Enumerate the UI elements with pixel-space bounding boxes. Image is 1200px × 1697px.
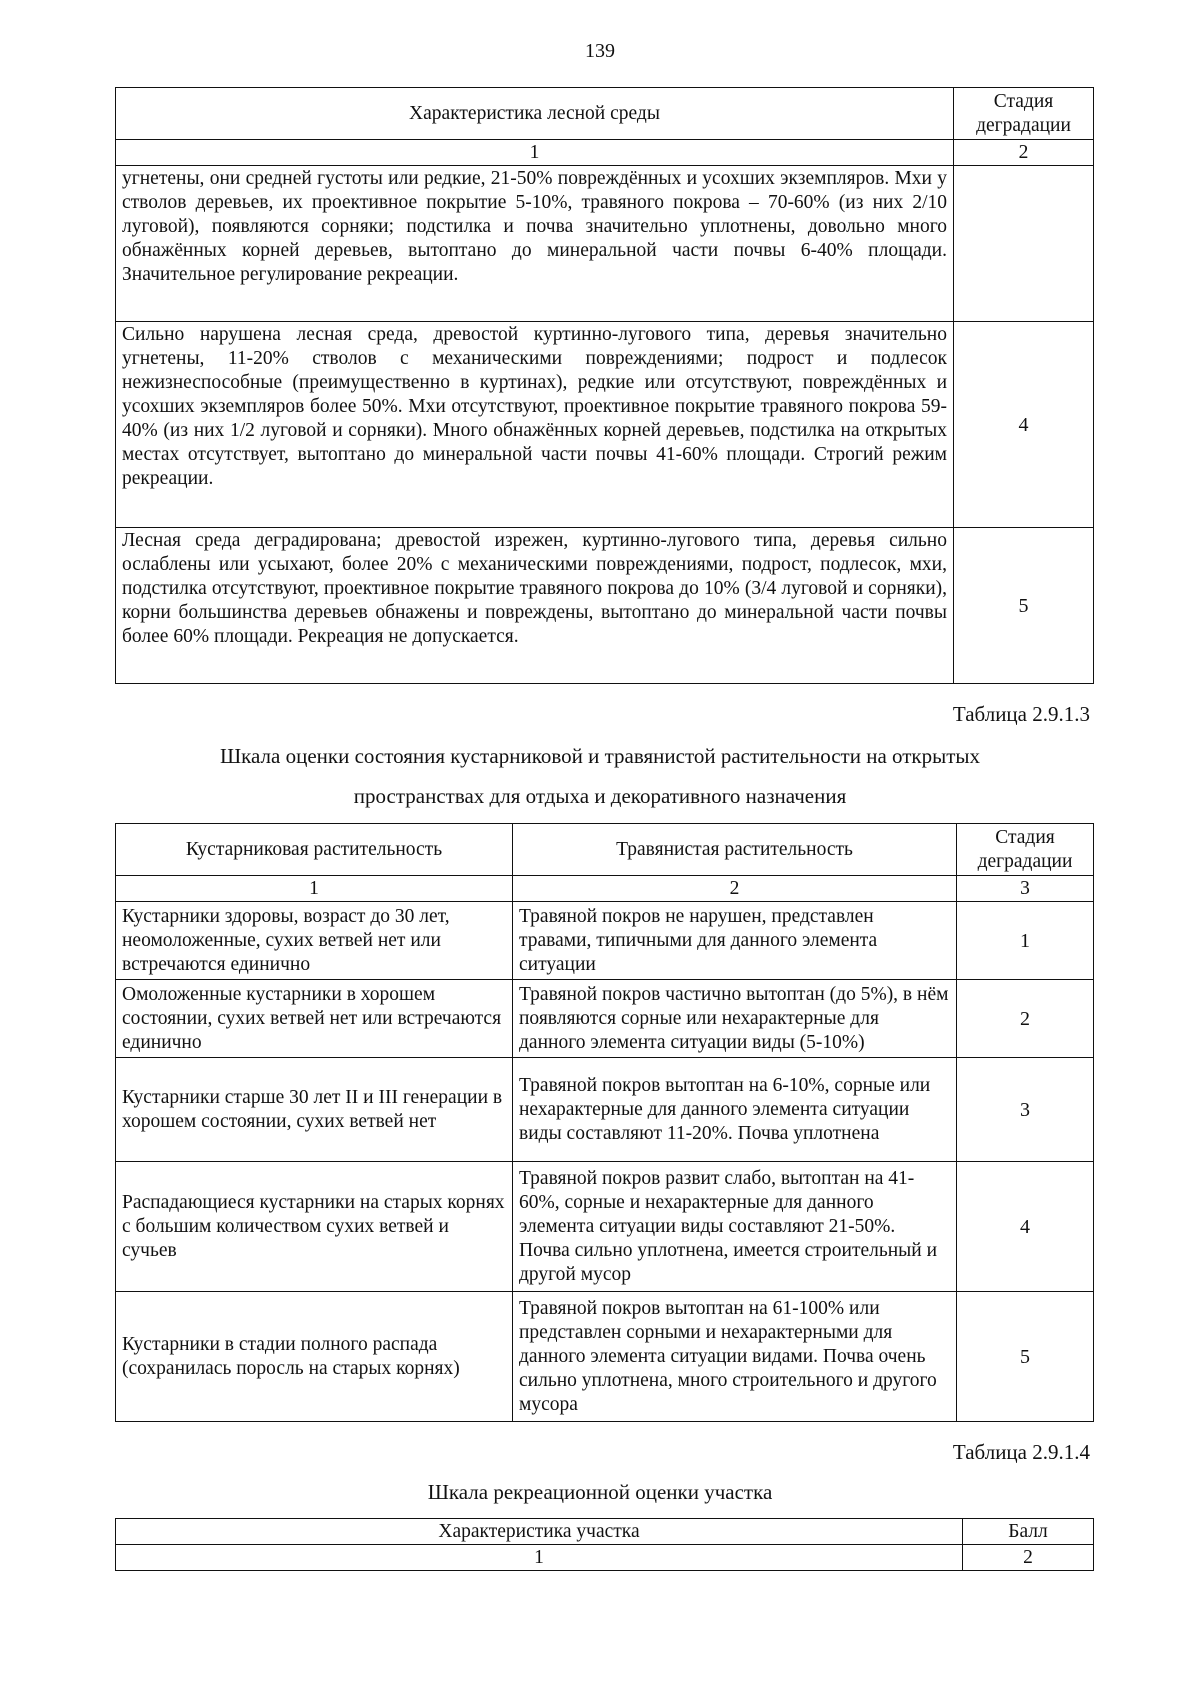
column-number: 2	[954, 140, 1094, 166]
column-number-row	[116, 1545, 1094, 1571]
grass-cell: Травяной покров не нарушен, представлен травами, типичными для данного элемента ситуации	[513, 902, 957, 980]
recreation-score-table	[115, 1518, 1094, 1571]
vegetation-scale-table	[115, 823, 1094, 1422]
degradation-stage-cell: 3	[957, 1058, 1094, 1162]
table-row	[116, 980, 1094, 1058]
table-row	[116, 1292, 1094, 1422]
table-row	[116, 1162, 1094, 1292]
table-row	[116, 1058, 1094, 1162]
grass-cell: Травяной покров вытоптан на 6-10%, сорные или нехарактерные для данного элемента ситуации виды составляют 11-20%. Почва уплотнена	[513, 1058, 957, 1162]
forest-characteristic-cell: угнетены, они средней густоты или редкие, 21-50% повреждённых и усохших экземпляров. Мхи у стволов деревьев, их проективное покрытие 5-10%, травяного покрова – 70-60% (из них 2/10 луговой), появляются сорняки; подстилка и почва значительно уплотнены, довольно много обнажённых корней деревьев, вытоптано до минеральной части почвы 6-40% площади. Значительное регулирование рекреации.	[116, 166, 954, 322]
column-number: 1	[116, 140, 954, 166]
table-label: Таблица 2.9.1.3	[952, 702, 1090, 726]
table-title-line: Шкала оценки состояния кустарниковой и травянистой растительности на открытых	[219, 744, 981, 768]
header-score: Балл	[963, 1519, 1094, 1545]
header-degradation-stage: Стадия деградации	[954, 88, 1094, 140]
header-shrub-vegetation: Кустарниковая растительность	[116, 824, 513, 876]
table-header-row	[116, 824, 1094, 876]
table-title-line: пространствах для отдыха и декоративного назначения	[353, 784, 847, 808]
table-row	[116, 322, 1094, 528]
column-number-row	[116, 140, 1094, 166]
column-number-row	[116, 876, 1094, 902]
header-site-characteristics: Характеристика участка	[116, 1519, 963, 1545]
shrub-cell: Кустарники старше 30 лет II и III генерации в хорошем состоянии, сухих ветвей нет	[116, 1058, 513, 1162]
grass-cell: Травяной покров вытоптан на 61-100% или представлен сорными и нехарактерными для данного элемента ситуации видами. Почва очень сильно уплотнена, много строительного и другого мусора	[513, 1292, 957, 1422]
degradation-stage-cell: 4	[957, 1162, 1094, 1292]
shrub-cell: Распадающиеся кустарники на старых корнях с большим количеством сухих ветвей и сучьев	[116, 1162, 513, 1292]
forest-environment-table	[115, 87, 1094, 684]
shrub-cell: Кустарники в стадии полного распада (сохранилась поросль на старых корнях)	[116, 1292, 513, 1422]
table-header-row	[116, 88, 1094, 140]
degradation-stage-cell: 2	[957, 980, 1094, 1058]
column-number: 3	[957, 876, 1094, 902]
degradation-stage-cell: 4	[954, 322, 1094, 528]
column-number: 2	[513, 876, 957, 902]
table-header-row	[116, 1519, 1094, 1545]
column-number: 2	[963, 1545, 1094, 1571]
header-grass-vegetation: Травянистая растительность	[513, 824, 957, 876]
table-row	[116, 528, 1094, 684]
table-label: Таблица 2.9.1.4	[952, 1440, 1090, 1464]
header-forest-characteristics: Характеристика лесной среды	[116, 88, 954, 140]
degradation-stage-cell: 5	[957, 1292, 1094, 1422]
table-title: Шкала рекреационной оценки участка	[427, 1480, 773, 1504]
column-number: 1	[116, 876, 513, 902]
table-row	[116, 902, 1094, 980]
degradation-stage-cell: 5	[954, 528, 1094, 684]
forest-characteristic-cell: Сильно нарушена лесная среда, древостой куртинно-лугового типа, деревья значительно угнетены, 11-20% стволов с механическими повреждениями; подрост и подлесок нежизнеспособные (преимущественно в куртинах), редкие или отсутствуют, повреждённых и усохших экземпляров более 50%. Мхи отсутствуют, проективное покрытие травяного покрова 59-40% (из них 1/2 луговой и сорняки). Много обнажённых корней деревьев, подстилка на открытых местах отсутствует, вытоптано до минеральной части почвы 41-60% площади. Строгий режим рекреации.	[116, 322, 954, 528]
forest-characteristic-cell: Лесная среда деградирована; древостой изрежен, куртинно-лугового типа, деревья сильно ослаблены или усыхают, более 20% с механическими повреждениями, подрост, подлесок, мхи, подстилка отсутствуют, проективное покрытие травяного покрова до 10% (3/4 луговой и сорняки), корни большинства деревьев обнажены и повреждены, вытоптано до минеральной части почвы более 60% площади. Рекреация не допускается.	[116, 528, 954, 684]
degradation-stage-cell	[954, 166, 1094, 322]
page-number: 139	[585, 40, 615, 62]
column-number: 1	[116, 1545, 963, 1571]
table-row	[116, 166, 1094, 322]
header-degradation-stage: Стадия деградации	[957, 824, 1094, 876]
degradation-stage-cell: 1	[957, 902, 1094, 980]
grass-cell: Травяной покров частично вытоптан (до 5%), в нём появляются сорные или нехарактерные для данного элемента ситуации виды (5-10%)	[513, 980, 957, 1058]
shrub-cell: Кустарники здоровы, возраст до 30 лет, неомоложенные, сухих ветвей нет или встречаются единично	[116, 902, 513, 980]
shrub-cell: Омоложенные кустарники в хорошем состоянии, сухих ветвей нет или встречаются единично	[116, 980, 513, 1058]
grass-cell: Травяной покров развит слабо, вытоптан на 41-60%, сорные и нехарактерные для данного элемента ситуации виды составляют 21-50%. Почва сильно уплотнена, имеется строительный и другой мусор	[513, 1162, 957, 1292]
